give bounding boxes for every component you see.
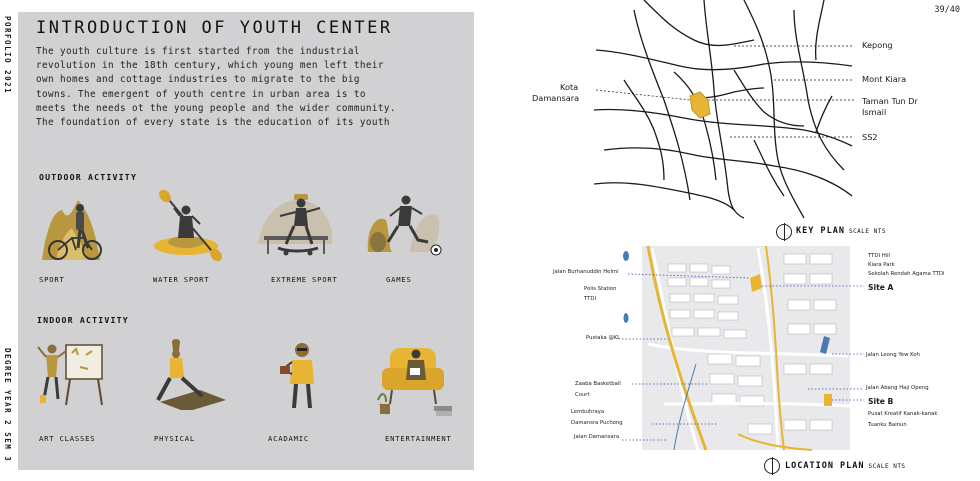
label-ttdi-hill: TTDI Hill bbox=[868, 253, 891, 259]
lake-north bbox=[623, 251, 629, 261]
easel-icon bbox=[34, 337, 114, 407]
location-plan-map bbox=[608, 244, 864, 452]
activity-academic bbox=[272, 338, 372, 412]
activity-label: EXTREME SPORT bbox=[271, 275, 338, 284]
intro-line: towns. The emergent of youth centre in urban area is to bbox=[36, 88, 366, 100]
activity-label: WATER SPORT bbox=[153, 275, 210, 284]
intro-line: The foundation of every state is the education of its youth bbox=[36, 117, 390, 129]
yoga-icon bbox=[150, 338, 230, 410]
activity-label: SPORT bbox=[39, 275, 65, 284]
label-kiara-park: Kiara Park bbox=[868, 262, 895, 268]
activity-label: GAMES bbox=[386, 275, 412, 284]
armchair-reading-icon bbox=[376, 342, 456, 418]
semester-side-label: DEGREE YEAR 2 SEM 3 bbox=[3, 348, 12, 463]
activity-label: ACADAMIC bbox=[268, 434, 310, 443]
label-jalan-abang: Jalan Abang Haji Openg bbox=[866, 385, 929, 391]
location-plan-caption bbox=[785, 461, 906, 471]
skateboard-icon bbox=[258, 190, 338, 262]
label-taman-tun: Taman Tun Dr bbox=[862, 96, 918, 106]
key-plan-map bbox=[594, 0, 854, 220]
intro-line: own homes and cottage industries to migrate to the big bbox=[36, 74, 360, 86]
label-pusat-kreatif: Pusat Kreatif Kanak-kanak bbox=[868, 411, 938, 417]
activity-water-sport bbox=[150, 190, 250, 262]
panel-title: INTRODUCTION OF YOUTH CENTER bbox=[36, 18, 393, 38]
key-plan-title: KEY PLAN bbox=[796, 226, 845, 236]
activity-label: ART CLASSES bbox=[39, 434, 96, 443]
label-zaaba: Zaaba Basketball bbox=[575, 381, 621, 387]
activity-games bbox=[366, 190, 466, 262]
label-damansara-puchong: Damansra Puchong bbox=[571, 420, 623, 426]
key-plan-scale: SCALE NTS bbox=[848, 228, 886, 235]
location-plan-scale: SCALE NTS bbox=[868, 463, 906, 470]
outdoor-section-title: OUTDOOR ACTIVITY bbox=[39, 172, 138, 182]
label-sekolah: Sekolah Rendah Agama TTDI bbox=[868, 271, 945, 277]
intro-line: meets the needs ot the young people and the wider community. bbox=[36, 102, 396, 114]
label-taman-tun-2: Ismail bbox=[862, 107, 887, 117]
location-plan-title: LOCATION PLAN bbox=[785, 461, 865, 471]
portfolio-side-label: PORFOLIO 2021 bbox=[3, 16, 12, 95]
label-lembuhraya: Lembuhraya bbox=[571, 409, 605, 415]
label-kota-damansara: Damansara bbox=[532, 93, 580, 103]
intro-paragraph bbox=[36, 45, 461, 130]
site-b-marker bbox=[824, 394, 832, 406]
activity-art-classes bbox=[34, 337, 134, 407]
kayak-icon bbox=[150, 190, 230, 262]
cyclist-icon bbox=[38, 192, 118, 264]
label-mont-kiara: Mont Kiara bbox=[862, 74, 907, 84]
activity-physical bbox=[150, 338, 250, 410]
activity-extreme-sport bbox=[258, 190, 358, 262]
label-polis-station: Polis Station bbox=[584, 286, 617, 292]
north-arrow-icon bbox=[776, 224, 792, 240]
intro-line: The youth culture is first started from the industrial bbox=[36, 46, 360, 57]
activity-label: PHYSICAL bbox=[154, 434, 196, 443]
label-polis-ttdi: TTDI bbox=[584, 296, 597, 302]
activity-entertainment bbox=[376, 342, 476, 418]
indoor-section-title: INDOOR ACTIVITY bbox=[37, 315, 129, 325]
label-tuanku-bainun: Tuanku Bainun bbox=[868, 422, 907, 428]
label-kota: Kota bbox=[560, 82, 579, 92]
label-pustaka: Pustaka @KL bbox=[586, 335, 621, 341]
activity-label: ENTERTAINMENT bbox=[385, 434, 452, 443]
student-icon bbox=[272, 338, 332, 412]
label-site-a: Site A bbox=[868, 283, 894, 292]
intro-line: revolution in the 18th century, which young men left their bbox=[36, 60, 384, 72]
label-zaaba-court: Court bbox=[575, 392, 590, 398]
lake-west bbox=[624, 313, 629, 323]
intro-panel bbox=[18, 12, 474, 470]
label-site-b: Site B bbox=[868, 397, 894, 406]
north-arrow-icon bbox=[764, 458, 780, 474]
road-network bbox=[594, 0, 852, 218]
site-area-marker bbox=[690, 92, 710, 118]
activity-sport bbox=[38, 192, 138, 264]
key-plan-caption bbox=[796, 226, 886, 236]
label-jalan-leong: Jalan Leong Yew Koh bbox=[866, 352, 920, 358]
label-ss2: SS2 bbox=[862, 132, 878, 142]
label-jalan-damansara: Jalan Damansara bbox=[574, 434, 620, 440]
label-jalan-burhanuddin: Jalan Burhanuddin Helmi bbox=[553, 269, 619, 275]
page-number: 39/40 bbox=[934, 5, 960, 15]
label-kepong: Kepong bbox=[862, 40, 893, 50]
football-icon bbox=[366, 190, 446, 262]
